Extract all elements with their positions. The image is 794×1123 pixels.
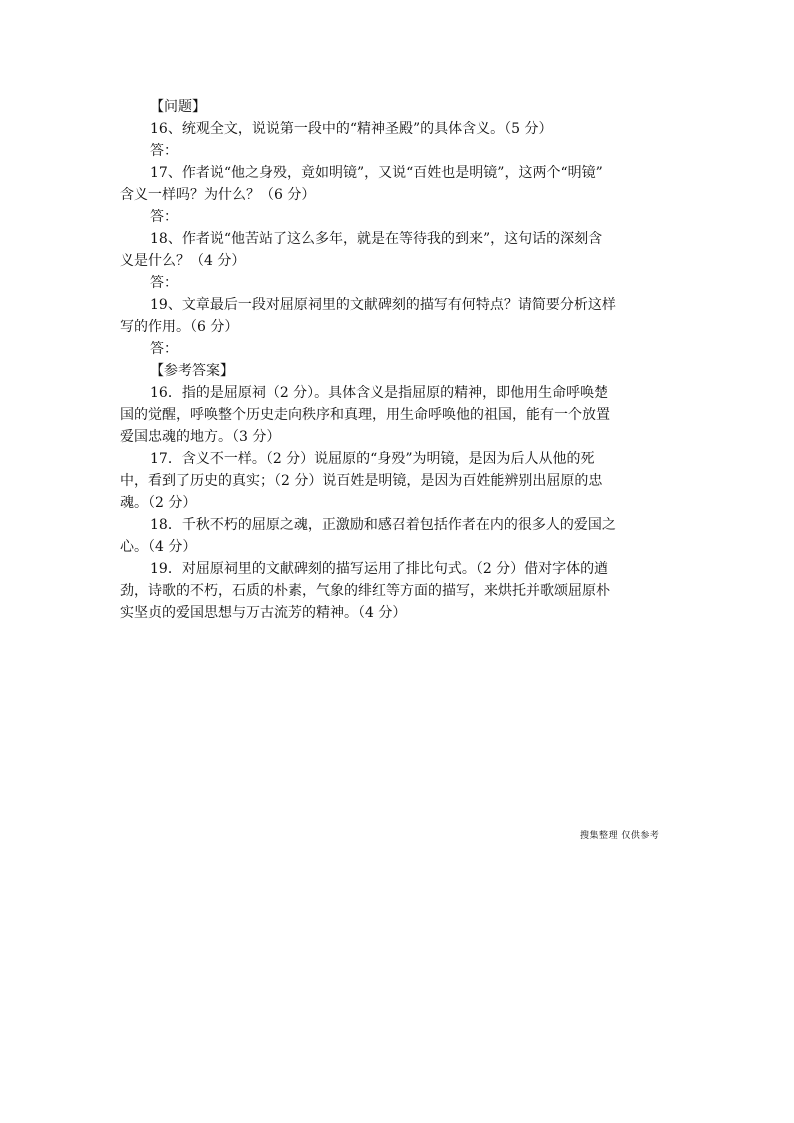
question-17-answer-label: 答：: [150, 209, 178, 225]
answer-16-line-3: 爱国忠魂的地方。（3 分）: [120, 429, 281, 445]
answer-18-line-1: 18．千秋不朽的屈原之魂，正激励和感召着包括作者在内的很多人的爱国之: [150, 517, 616, 533]
answers-heading: 【参考答案】: [150, 363, 234, 379]
question-17-line-2: 含义一样吗？为什么？（6 分）: [120, 187, 316, 203]
question-16-line-1: 16、统观全文，说说第一段中的“精神圣殿”的具体含义。（5 分）: [150, 121, 553, 137]
question-19-line-1: 19、文章最后一段对屈原祠里的文献碑刻的描写有何特点？请简要分析这样: [150, 297, 616, 313]
answer-17-line-1: 17．含义不一样。（2 分）说屈原的“身殁”为明镜，是因为后人从他的死: [150, 451, 595, 467]
answer-17-line-2: 中，看到了历史的真实；（2 分）说百姓是明镜，是因为百姓能辨别出屈原的忠: [120, 473, 603, 489]
answer-16-line-1: 16．指的是屈原祠（2 分）。具体含义是指屈原的精神，即他用生命呼唤楚: [150, 385, 609, 401]
answer-17-line-3: 魂。（2 分）: [120, 495, 197, 511]
answer-19-line-2: 劲，诗歌的不朽，石质的朴素，气象的绯红等方面的描写，来烘托并歌颂屈原朴: [120, 583, 610, 599]
question-19-answer-label: 答：: [150, 341, 178, 357]
answer-16-line-2: 国的觉醒，呼唤整个历史走向秩序和真理，用生命呼唤他的祖国，能有一个放置: [120, 407, 610, 423]
questions-heading: 【问题】: [150, 99, 206, 115]
question-17-line-1: 17、作者说“他之身殁，竟如明镜”，又说“百姓也是明镜”，这两个“明镜”: [150, 165, 603, 181]
question-18-line-2: 义是什么？（4 分）: [120, 253, 246, 269]
question-18-line-1: 18、作者说“他苦站了这么多年，就是在等待我的到来”，这句话的深刻含: [150, 231, 603, 247]
answer-19-line-3: 实坚贞的爱国思想与万古流芳的精神。（4 分）: [120, 605, 407, 621]
question-16-answer-label: 答：: [150, 143, 178, 159]
question-19-line-2: 写的作用。（6 分）: [120, 319, 239, 335]
answer-19-line-1: 19．对屈原祠里的文献碑刻的描写运用了排比句式。（2 分）借对字体的遒: [150, 561, 609, 577]
question-18-answer-label: 答：: [150, 275, 178, 291]
footer-note: 搜集整理 仅供参考: [580, 831, 660, 841]
answer-18-line-2: 心。（4 分）: [120, 539, 197, 555]
